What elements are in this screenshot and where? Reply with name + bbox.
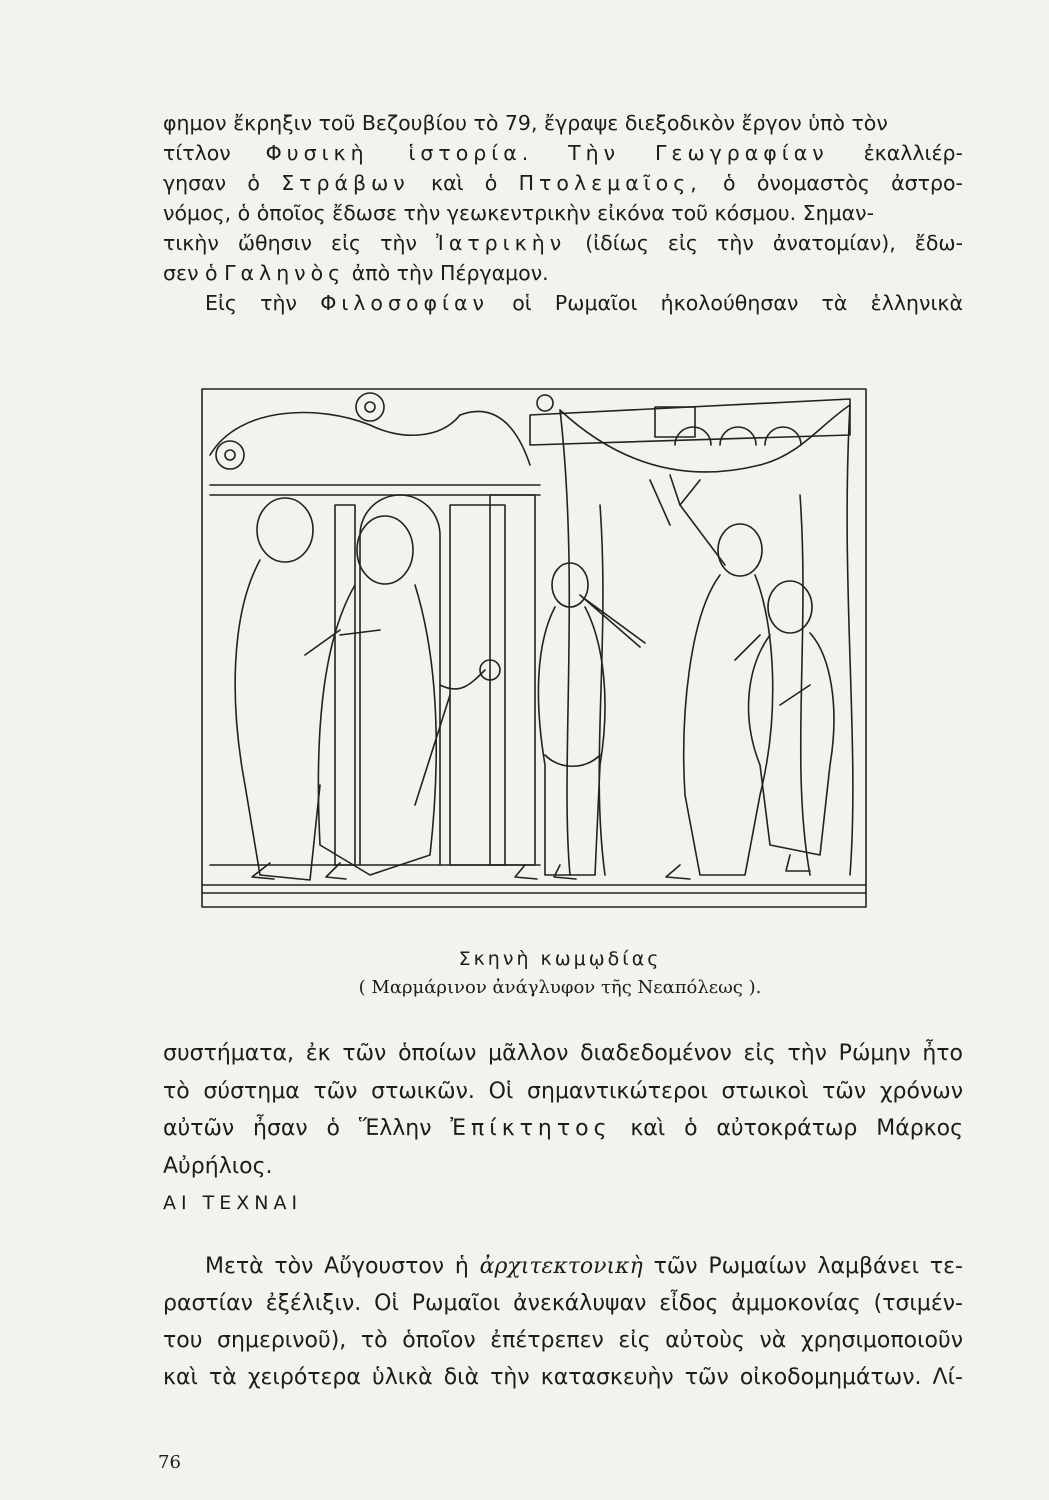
text-line: συστήματα, ἐκ τῶν ὁποίων μᾶλλον διαδεδομένον εἰς τὴν Ρώμην ἦτο [163,1041,963,1066]
text-line: νόμος, ὁ ὁποῖος ἔδωσε τὴν γεωκεντρικὴν εἰκόνα τοῦ κόσμου. Σημαν- [163,201,874,225]
text-line: τὸ σύστημα τῶν στωικῶν. Οἱ σημαντικώτεροι στωικοὶ τῶν χρόνων [163,1078,963,1104]
text-line: φημον ἔκρηξιν τοῦ Βεζουβίου τὸ 79, ἔγραψε διεξοδικὸν ἔργον ὑπὸ τὸν [163,111,888,135]
relief-frame [202,389,866,907]
stage-curtain [560,405,853,875]
paragraph-natural-history [163,108,963,318]
text-line: καὶ τὰ χειρότερα ὑλικὰ διὰ τὴν κατασκευὴν τῶν οἰκοδομημάτων. Λί- [163,1365,963,1390]
text-line: του σημερινοῦ), τὸ ὁποῖον ἐπέτρεπεν εἰς αὐτοὺς νὰ χρησιμοποιοῦν [163,1328,963,1353]
text-line: Εἰς τὴν Φιλοσοφίαν οἱ Ρωμαῖοι ἠκολούθησαν τὰ ἑλληνικὰ [205,291,963,315]
text-line: Μετὰ τὸν Αὔγουστον ἡ ἀρχιτεκτονικὴ τῶν Ρωμαίων λαμβάνει τε- [205,1254,963,1279]
text-line: τίτλον Φυσικὴ ἱστορία. Τὴν Γεωγραφίαν ἐκαλλιέρ- [163,141,963,165]
text-line: σεν ὁ Γαληνὸς ἀπὸ τὴν Πέργαμον. [163,261,549,285]
section-heading: ΑΙ ΤΕΧΝΑΙ [163,1192,303,1214]
garland-frieze [210,393,553,495]
figure-young-man-and-slave [666,475,834,879]
text-line: Αὐρήλιος. [163,1153,273,1179]
figure-caption-title: Σκηνὴ κωμῳδίας [458,948,662,970]
figure-old-man-and-slave [235,498,500,880]
text-line: ραστίαν ἐξέλιξιν. Οἱ Ρωμαῖοι ἀνεκάλυψαν εἶδος ἀμμοκονίας (τσιμέν- [163,1291,963,1316]
text-line: αὐτῶν ἦσαν ὁ Ἕλλην Ἐπίκτητος καὶ ὁ αὐτοκράτωρ Μάρκος [163,1116,963,1141]
background-building [530,399,850,445]
paragraph-stoics [163,1035,963,1185]
text-line: τικὴν ὤθησιν εἰς τὴν Ἰατρικὴν (ἰδίως εἰς τὴν ἀνατομίαν), ἔδω- [163,231,963,255]
page-number: 76 [158,1452,181,1473]
text-line: γησαν ὁ Στράβων καὶ ὁ Πτολεμαῖος, ὁ ὀνομαστὸς ἀστρο- [163,171,963,195]
comedy-scene-relief-figure [200,385,870,913]
paragraph-architecture [163,1248,963,1396]
figure-caption-subtitle: ( Μαρμάρινον ἀνάγλυφον τῆς Νεαπόλεως ). [358,977,762,998]
